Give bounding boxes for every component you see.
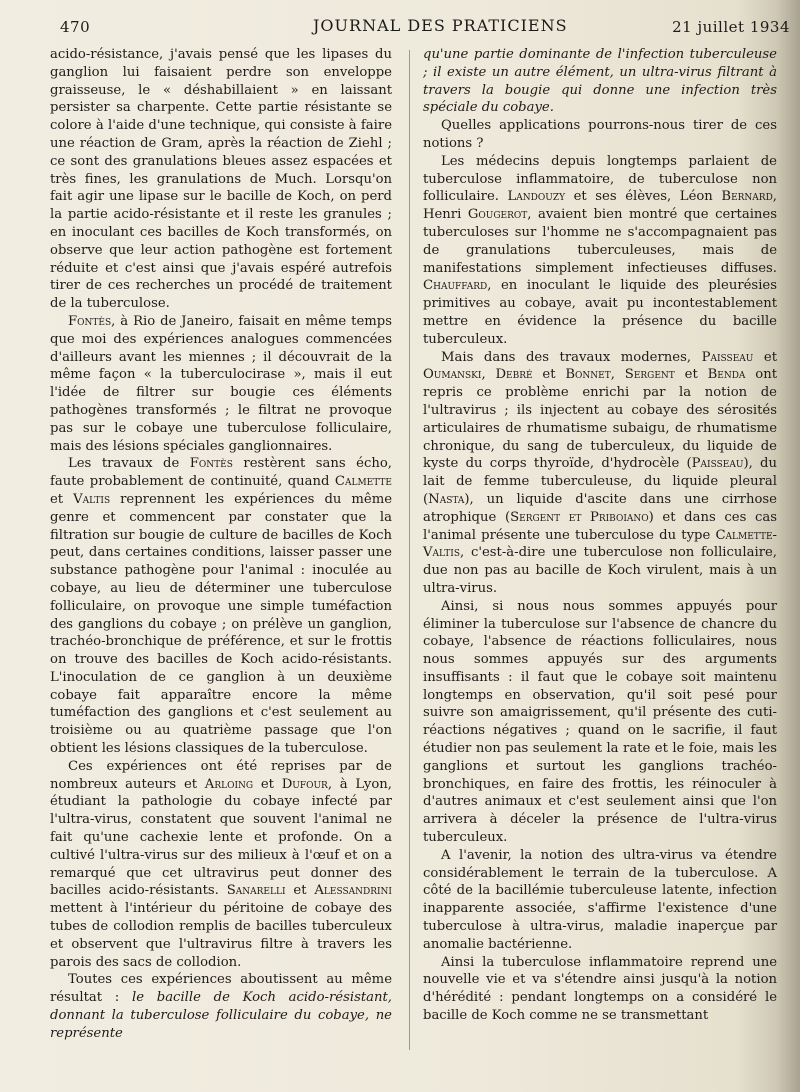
author-name: Sanarelli	[226, 883, 286, 899]
left-column	[50, 46, 392, 1043]
paragraph: Fontès, à Rio de Janeiro, faisait en même temps que moi des expériences analogues commencées d'ailleurs avant les miennes ; il découvrait de la même façon « la tuberculocirase », mais il eut l'idée de filtrer sur bougie ces éléments pathogènes transformés ; le filtrat ne provoque pas sur le cobaye une tuberculose folliculaire, mais des lésions spéciales ganglionnaires.	[50, 313, 392, 454]
paragraph: acido-résistance, j'avais pensé que les lipases du ganglion lui faisaient perdre son enveloppe graisseuse, le « déshabillaient » en laissant persister sa charpente. Cette partie résistante se colore à l'aide d'une technique, qui consiste à faire une réaction de Gram, après la réaction de Ziehl ; ce sont des granulations bleues assez espacées et très fines, les granulations de Much. Lorsqu'on fait agir une lipase sur le bacille de Koch, on perd la partie acido-résistante et il reste les granules ; en inoculant ces bacilles de Koch transformés, on observe que leur action pathogène est fortement réduite et c'est ainsi que j'avais espéré autrefois tirer de ces recherches un procédé de traitement de la tuberculose.	[50, 47, 392, 312]
author-name: Dufour	[281, 776, 328, 792]
author-name: Sergent	[624, 367, 675, 383]
author-name: Fontès	[189, 456, 233, 472]
author-name: Chauffard	[423, 278, 488, 294]
author-name: Bonnet	[565, 367, 611, 383]
paragraph: qu'une partie dominante de l'infection tuberculeuse ; il existe un autre élément, un ultra-virus filtrant à travers la bougie qui donne une infection très spéciale du cobaye.	[423, 47, 777, 116]
page-number: 470	[60, 18, 91, 36]
running-header	[60, 14, 790, 38]
issue-date: 21 juillet 1934	[672, 18, 790, 36]
author-name: Arloing	[204, 776, 254, 792]
paragraph: Les travaux de Fontès restèrent sans écho, faute probablement de continuité, quand Calmette et Valtis reprennent les expériences du même genre et commencent par constater que la filtration sur bougie de culture de bacilles de Koch peut, dans certaines conditions, laisser passer une substance pathogène pour l'animal : inoculée au cobaye, au lieu de déterminer une tuberculose folliculaire, on provoque une simple tuméfaction des ganglions du cobaye ; on prélève un ganglion, trachéo-bronchique de préférence, et sur le frottis on trouve des bacilles de Koch acido-résistants. L'inoculation de ce ganglion à un deuxième cobaye fait apparaître encore la même tuméfaction des ganglions et c'est seulement au troisième ou au quatrième passage que l'on obtient les lésions classiques de la tuberculose.	[50, 456, 393, 757]
author-name: Nasta	[428, 491, 465, 507]
author-name: Bernard	[721, 189, 773, 205]
author-name: Calmette	[334, 474, 392, 490]
author-name: Debré	[495, 367, 533, 383]
author-name: Alessandrini	[314, 883, 392, 899]
author-name: Fontès	[68, 313, 112, 329]
author-name: Valtis	[73, 491, 111, 507]
paragraph: Ces expériences ont été reprises par de nombreux auteurs et Arloing et Dufour, à Lyon, étudiant la pathologie du cobaye infecté par l'ultra-virus, constatent que souvent l'animal ne fait qu'une cachexie lente et profonde. On a cultivé l'ultra-virus sur des milieux à l'œuf et on a remarqué que cet ultravirus peut donner des bacilles acido-résistants. Sanarelli et Alessandrini mettent à l'intérieur du péritoine de cobaye des tubes de collodion remplis de bacilles tuberculeux et observent que l'ultravirus filtre à travers les parois des sacs de collodion.	[50, 758, 392, 970]
paragraph: Quelles applications pourrons-nous tirer de ces notions ?	[423, 118, 777, 151]
author-name: Landouzy	[507, 189, 566, 205]
paragraph: Ainsi la tuberculose inflammatoire reprend une nouvelle vie et va s'étendre ainsi jusqu'à la notion d'hérédité : pendant longtemps on a considéré le bacille de Koch comme ne se transmettant	[423, 954, 777, 1024]
author-name: Paisseau	[701, 349, 754, 365]
paragraph: Les médecins depuis longtemps parlaient de tuberculose inflammatoire, de tuberculose non folliculaire. Landouzy et ses élèves, Léon Bernard, Henri Gougerot, avaient bien montré que certaines tuberculoses sur l'homme ne s'accompagnaient pas de granulations tuberculeuses, mais de manifestations simplement infectieuses diffuses. Chauffard, en inoculant le liquide des pleurésies primitives au cobaye, avait pu incontestablement mettre en évidence la présence du bacille tuberculeux.	[423, 153, 778, 347]
author-name: Gougerot	[467, 207, 528, 223]
author-name: Paisseau	[691, 456, 744, 472]
paragraph: Ainsi, si nous nous sommes appuyés pour éliminer la tuberculose sur l'absence de chancre du cobaye, l'absence de réactions folliculaires, nous nous sommes appuyés sur des arguments insuffisants : il faut que le cobaye soit maintenu longtemps en observation, qu'il soit pesé pour suivre son amaigrissement, qu'il présente des cuti-réactions négatives ; quand on le sacrifie, il faut étudier non pas seulement la rate et le foie, mais les ganglions et surtout les ganglions trachéo-bronchiques, en faire des frottis, les réinoculer à d'autres animaux et c'est seulement ainsi que l'on arrivera à déceler la présence de l'ultra-virus tuberculeux.	[423, 598, 777, 846]
author-name: Oumanski	[423, 367, 482, 383]
right-column	[423, 46, 777, 1025]
paragraph: Mais dans des travaux modernes, Paisseau et Oumanski, Debré et Bonnet, Sergent et Benda ont repris ce problème enrichi par la notion de l'ultravirus ; ils injectent au cobaye des sérosités articulaires de rhumatisme subaigu, de rhumatisme chronique, du sang de tuberculeux, du liquide de kyste du corps thyroïde, d'hydrocèle (Paisseau), du lait de femme tuberculeuse, du liquide pleural (Nasta), un liquide d'ascite dans une cirrhose atrophique (Sergent et Priboiano) et dans ces cas l'animal présente une tuberculose du type Calmette-Valtis, c'est-à-dire une tuberculose non folliculaire, due non pas au bacille de Koch virulent, mais à un ultra-virus.	[423, 349, 778, 596]
paragraph: Toutes ces expériences aboutissent au même résultat : le bacille de Koch acido-résistant, donnant la tuberculose folliculaire du cobaye, ne représente	[50, 972, 392, 1041]
author-name: Benda	[707, 367, 746, 383]
paragraph: A l'avenir, la notion des ultra-virus va étendre considérablement le terrain de la tuberculose. A côté de la bacillémie tuberculeuse latente, infection inapparente associée, s'affirme l'existence d'une tuberculose à ultra-virus, maladie inaperçue par anomalie bactérienne.	[423, 847, 777, 952]
author-name: Calmette-Valtis	[423, 527, 777, 561]
column-divider	[409, 50, 410, 1050]
emphasis: le bacille de Koch acido-résistant, donnant la tuberculose folliculaire du cobaye, ne représente	[50, 990, 392, 1041]
journal-title: JOURNAL DES PRATICIENS	[313, 16, 568, 35]
author-name: Sergent et Priboiano	[510, 509, 649, 525]
